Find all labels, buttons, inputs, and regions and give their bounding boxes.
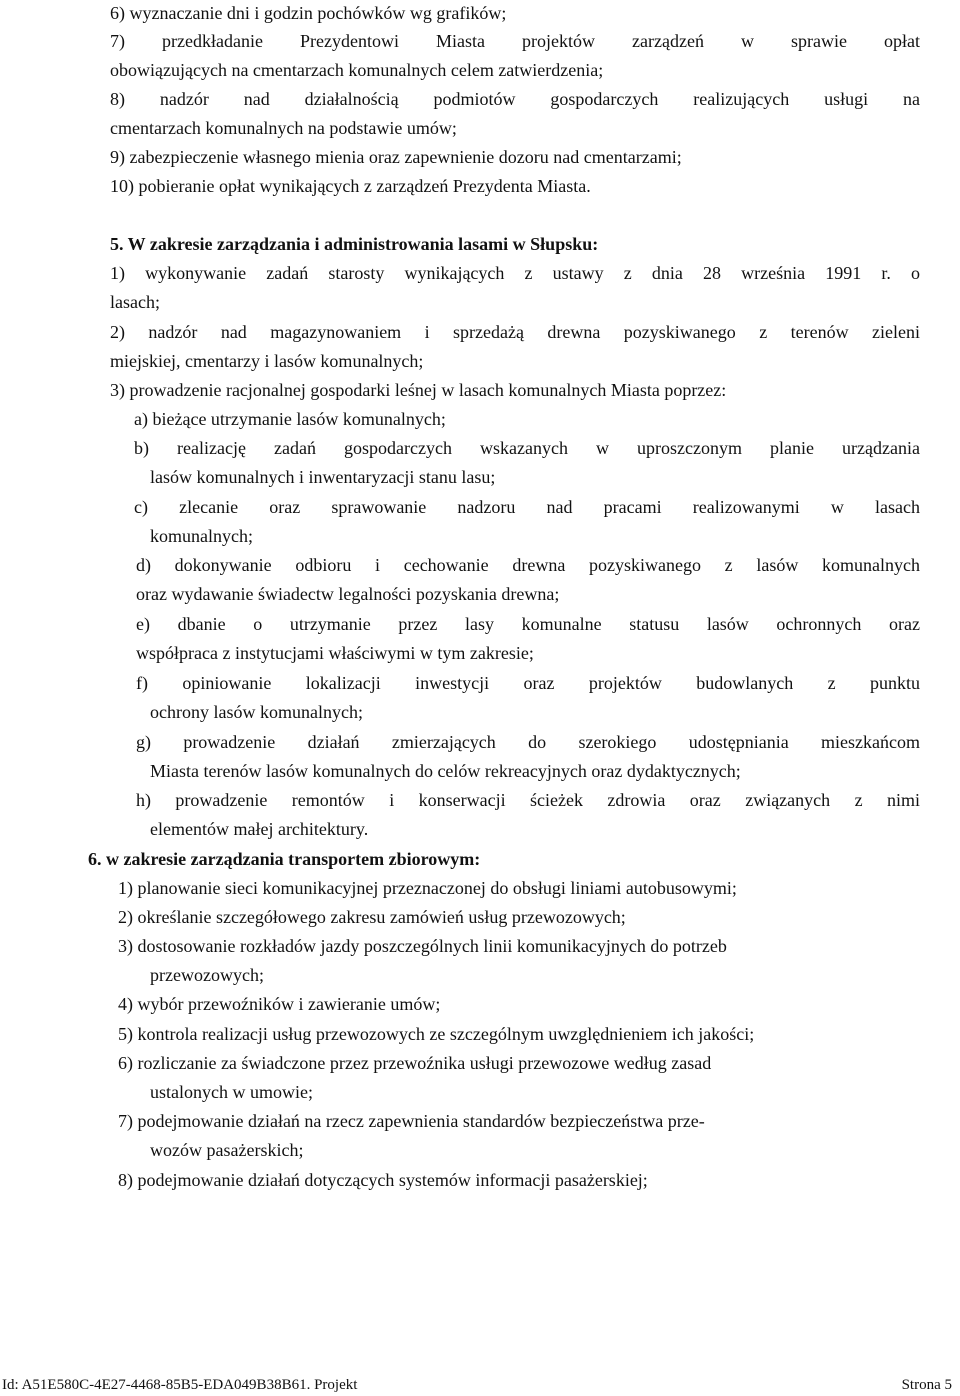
text-line: 6) wyznaczanie dni i godzin pochówków wg grafików; — [110, 3, 507, 23]
text-line: przewozowych; — [150, 965, 264, 985]
text-line: 9) zabezpieczenie własnego mienia oraz zapewnienie dozoru nad cmentarzami; — [110, 147, 682, 167]
text-line: a) bieżące utrzymanie lasów komunalnych; — [134, 409, 446, 429]
text-line: wozów pasażerskich; — [150, 1140, 304, 1160]
text-line: Miasta terenów lasów komunalnych do celów rekreacyjnych oraz dydaktycznych; — [150, 761, 741, 781]
text-line: 8) podejmowanie działań dotyczących systemów informacji pasażerskiej; — [118, 1170, 648, 1190]
text-line: 5. W zakresie zarządzania i administrowania lasami w Słupsku: — [110, 234, 599, 254]
text-line: 7) podejmowanie działań na rzecz zapewnienia standardów bezpieczeństwa prze- — [118, 1111, 705, 1131]
text-line: cmentarzach komunalnych na podstawie umów; — [110, 118, 457, 138]
text-line: d) dokonywanie odbioru i cechowanie drewna pozyskiwanego z lasów komunalnych — [136, 555, 920, 575]
text-line: lasów komunalnych i inwentaryzacji stanu lasu; — [150, 467, 496, 487]
text-line: elementów małej architektury. — [150, 819, 369, 839]
text-line: 6) rozliczanie za świadczone przez przewoźnika usługi przewozowe według zasad — [118, 1053, 712, 1073]
text-line: 3) dostosowanie rozkładów jazdy poszczególnych linii komunikacyjnych do potrzeb — [118, 936, 727, 956]
text-line: e) dbanie o utrzymanie przez lasy komunalne statusu lasów ochronnych oraz — [136, 614, 920, 634]
text-line: b) realizację zadań gospodarczych wskazanych w uproszczonym planie urządzania — [134, 438, 920, 458]
document-id-footer: Id: A51E580C-4E27-4468-85B5-EDA049B38B61. Projekt — [2, 1377, 358, 1393]
text-line: 6. w zakresie zarządzania transportem zbiorowym: — [88, 849, 481, 869]
text-line: c) zlecanie oraz sprawowanie nadzoru nad pracami realizowanymi w lasach — [134, 497, 920, 517]
text-line: 4) wybór przewoźników i zawieranie umów; — [118, 994, 441, 1014]
page-number: Strona 5 — [901, 1377, 952, 1393]
text-line: ochrony lasów komunalnych; — [150, 702, 363, 722]
text-line: 5) kontrola realizacji usług przewozowych ze szczególnym uwzględnieniem ich jakości; — [118, 1024, 755, 1044]
text-line: współpraca z instytucjami właściwymi w tym zakresie; — [136, 643, 534, 663]
text-line: 3) prowadzenie racjonalnej gospodarki leśnej w lasach komunalnych Miasta poprzez: — [110, 380, 727, 400]
text-line: obowiązujących na cmentarzach komunalnych celem zatwierdzenia; — [110, 60, 604, 80]
text-line: 7) przedkładanie Prezydentowi Miasta projektów zarządzeń w sprawie opłat — [110, 31, 920, 51]
text-line: 2) określanie szczegółowego zakresu zamówień usług przewozowych; — [118, 907, 626, 927]
text-line: 1) wykonywanie zadań starosty wynikających z ustawy z dnia 28 września 1991 r. o — [110, 263, 920, 283]
text-line: f) opiniowanie lokalizacji inwestycji oraz projektów budowlanych z punktu — [136, 673, 920, 693]
text-line: 1) planowanie sieci komunikacyjnej przeznaczonej do obsługi liniami autobusowymi; — [118, 878, 737, 898]
text-line: 8) nadzór nad działalnością podmiotów gospodarczych realizujących usługi na — [110, 89, 920, 109]
text-line: komunalnych; — [150, 526, 253, 546]
text-line: oraz wydawanie świadectw legalności pozyskania drewna; — [136, 584, 560, 604]
text-line: ustalonych w umowie; — [150, 1082, 313, 1102]
text-line: lasach; — [110, 292, 160, 312]
text-line: h) prowadzenie remontów i konserwacji ścieżek zdrowia oraz związanych z nimi — [136, 790, 920, 810]
text-line: 10) pobieranie opłat wynikających z zarządzeń Prezydenta Miasta. — [110, 176, 591, 196]
text-line: 2) nadzór nad magazynowaniem i sprzedażą drewna pozyskiwanego z terenów zieleni — [110, 322, 920, 342]
text-line: g) prowadzenie działań zmierzających do szerokiego udostępniania mieszkańcom — [136, 732, 920, 752]
text-line: miejskiej, cmentarzy i lasów komunalnych; — [110, 351, 424, 371]
